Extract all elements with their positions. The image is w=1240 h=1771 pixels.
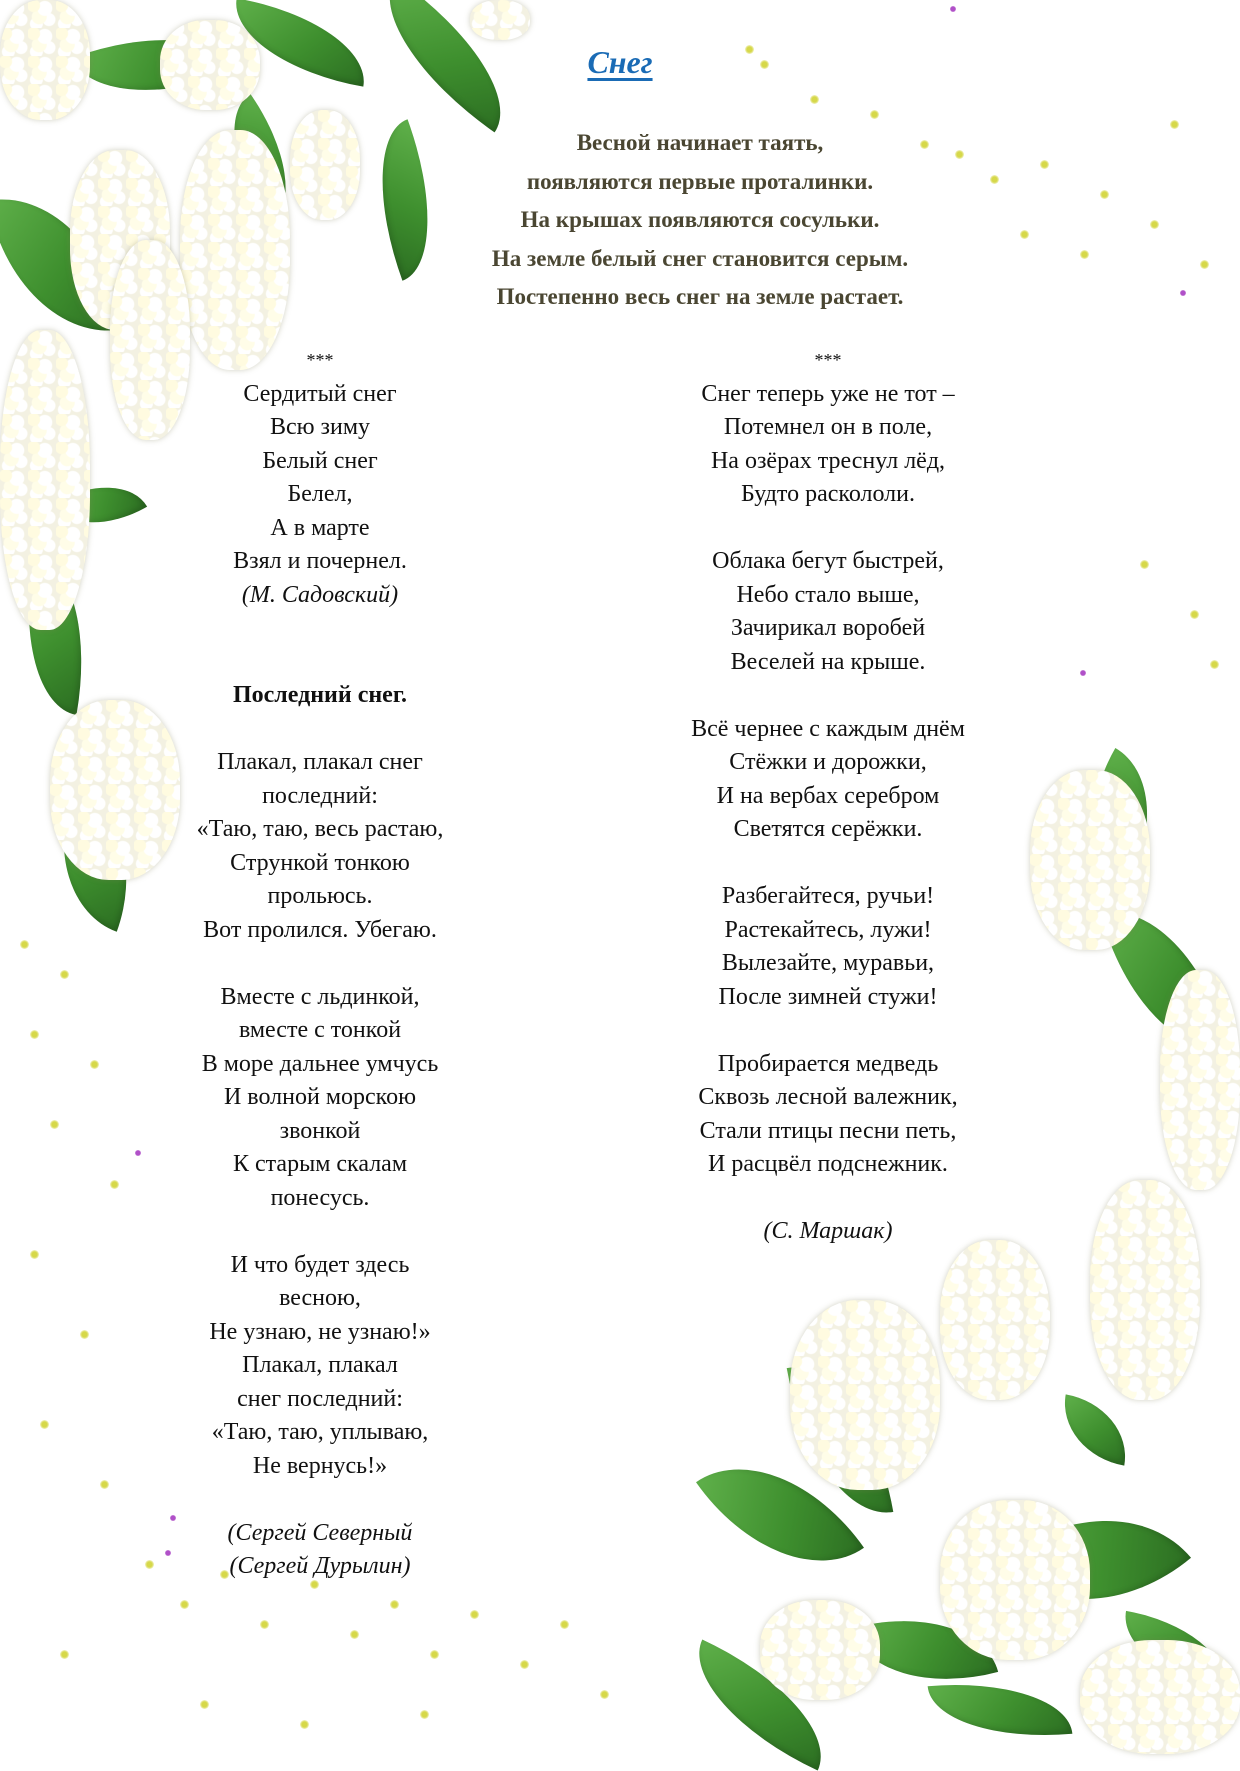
poem-author: (С. Маршак): [763, 1218, 893, 1244]
poem-line: К старым скалам: [232, 1151, 408, 1177]
poem-line: Всю зиму: [269, 414, 371, 440]
right-column: [648, 344, 1008, 1249]
poem-title: Последний снег.: [232, 682, 408, 708]
poem-line: Плакал, плакал снег: [217, 749, 423, 775]
poem-line: Белый снег: [262, 447, 378, 474]
poem-separator: ***: [814, 350, 842, 370]
poem-line: Вот пролился. Убегаю.: [203, 916, 437, 943]
intro-line: На крышах появляются сосульки.: [520, 207, 880, 232]
intro-line: Весной начинает таять,: [576, 130, 824, 155]
poem-line: «Таю, таю, уплываю,: [211, 1419, 429, 1445]
blank-line: [140, 713, 500, 747]
intro-text: [400, 124, 1000, 317]
poem-line: И волной морскою: [223, 1084, 417, 1110]
poem-line: снег последний:: [237, 1385, 403, 1412]
poem-line: Стали птицы песни петь,: [699, 1117, 957, 1144]
blank-line: [140, 947, 500, 981]
poem-line: Небо стало выше,: [736, 581, 920, 608]
poem-line: Сквозь лесной валежник,: [698, 1084, 958, 1110]
poem-line: Белел,: [287, 481, 353, 507]
poem-line: И что будет здесь: [230, 1251, 410, 1278]
poem-line: Не узнаю, не узнаю!»: [209, 1318, 431, 1345]
poem-line: Будто раскололи.: [741, 481, 915, 507]
poem-line: прольюсь.: [267, 883, 373, 909]
poem-author: (Сергей Дурылин): [229, 1553, 411, 1579]
poem-line: Вылезайте, муравьи,: [721, 950, 935, 976]
poem-line: Стёжки и дорожки,: [729, 749, 927, 775]
poem-line: А в марте: [270, 514, 370, 541]
poem-line: Растекайтесь, лужи!: [724, 916, 932, 943]
poem-line: понесусь.: [270, 1184, 370, 1211]
poem-line: Снег теперь уже не тот –: [701, 380, 955, 407]
poem-line: Стрункой тонкою: [230, 849, 410, 876]
intro-line: появляются первые проталинки.: [526, 168, 874, 194]
poem-line: Облака бегут быстрей,: [712, 548, 944, 574]
blank-line: [140, 646, 500, 680]
intro-line: Постепенно весь снег на земле растает.: [496, 284, 904, 309]
blank-line: [648, 1014, 1008, 1048]
blank-line: [648, 847, 1008, 881]
poem-line: Пробирается медведь: [717, 1050, 939, 1077]
poem-line: И на вербах серебром: [716, 782, 940, 809]
blank-line: [648, 1182, 1008, 1216]
poem-separator: ***: [306, 350, 334, 370]
poem-author: (Сергей Северный: [227, 1519, 413, 1546]
poem-line: И расцвёл подснежник.: [708, 1151, 948, 1177]
poem-line: Плакал, плакал: [242, 1352, 398, 1378]
blank-line: [140, 1483, 500, 1517]
poem-line: Светятся серёжки.: [733, 816, 923, 842]
poem-line: На озёрах треснул лёд,: [710, 447, 946, 474]
blank-line: [140, 612, 500, 646]
poem-line: Разбегайтеся, ручьи!: [721, 883, 935, 909]
poem-line: Взял и почернел.: [233, 548, 407, 574]
poem-line: звонкой: [279, 1117, 361, 1144]
poem-line: Всё чернее с каждым днём: [691, 715, 965, 742]
poem-line: В море дальнее умчусь: [201, 1050, 439, 1077]
poem-line: Зачирикал воробей: [730, 615, 926, 641]
page-title: Снег: [587, 44, 653, 80]
poem-line: Веселей на крыше.: [730, 648, 926, 675]
poem-line: Сердитый снег: [243, 380, 397, 407]
poem-line: вместе с тонкой: [238, 1017, 402, 1043]
poem-line: «Таю, таю, весь растаю,: [196, 816, 444, 842]
poem-line: После зимней стужи!: [718, 983, 938, 1010]
blank-line: [648, 679, 1008, 713]
poem-line: Потемнел он в поле,: [723, 414, 933, 440]
left-column: [140, 344, 500, 1584]
poem-line: весною,: [279, 1285, 361, 1311]
poem-author: (М. Садовский): [241, 581, 399, 608]
poem-line: Не вернусь!»: [252, 1452, 388, 1479]
blank-line: [648, 512, 1008, 546]
blank-line: [140, 1215, 500, 1249]
poem-line: последний:: [262, 782, 378, 809]
intro-line: На земле белый снег становится серым.: [491, 245, 909, 271]
poem-line: Вместе с льдинкой,: [220, 983, 420, 1010]
